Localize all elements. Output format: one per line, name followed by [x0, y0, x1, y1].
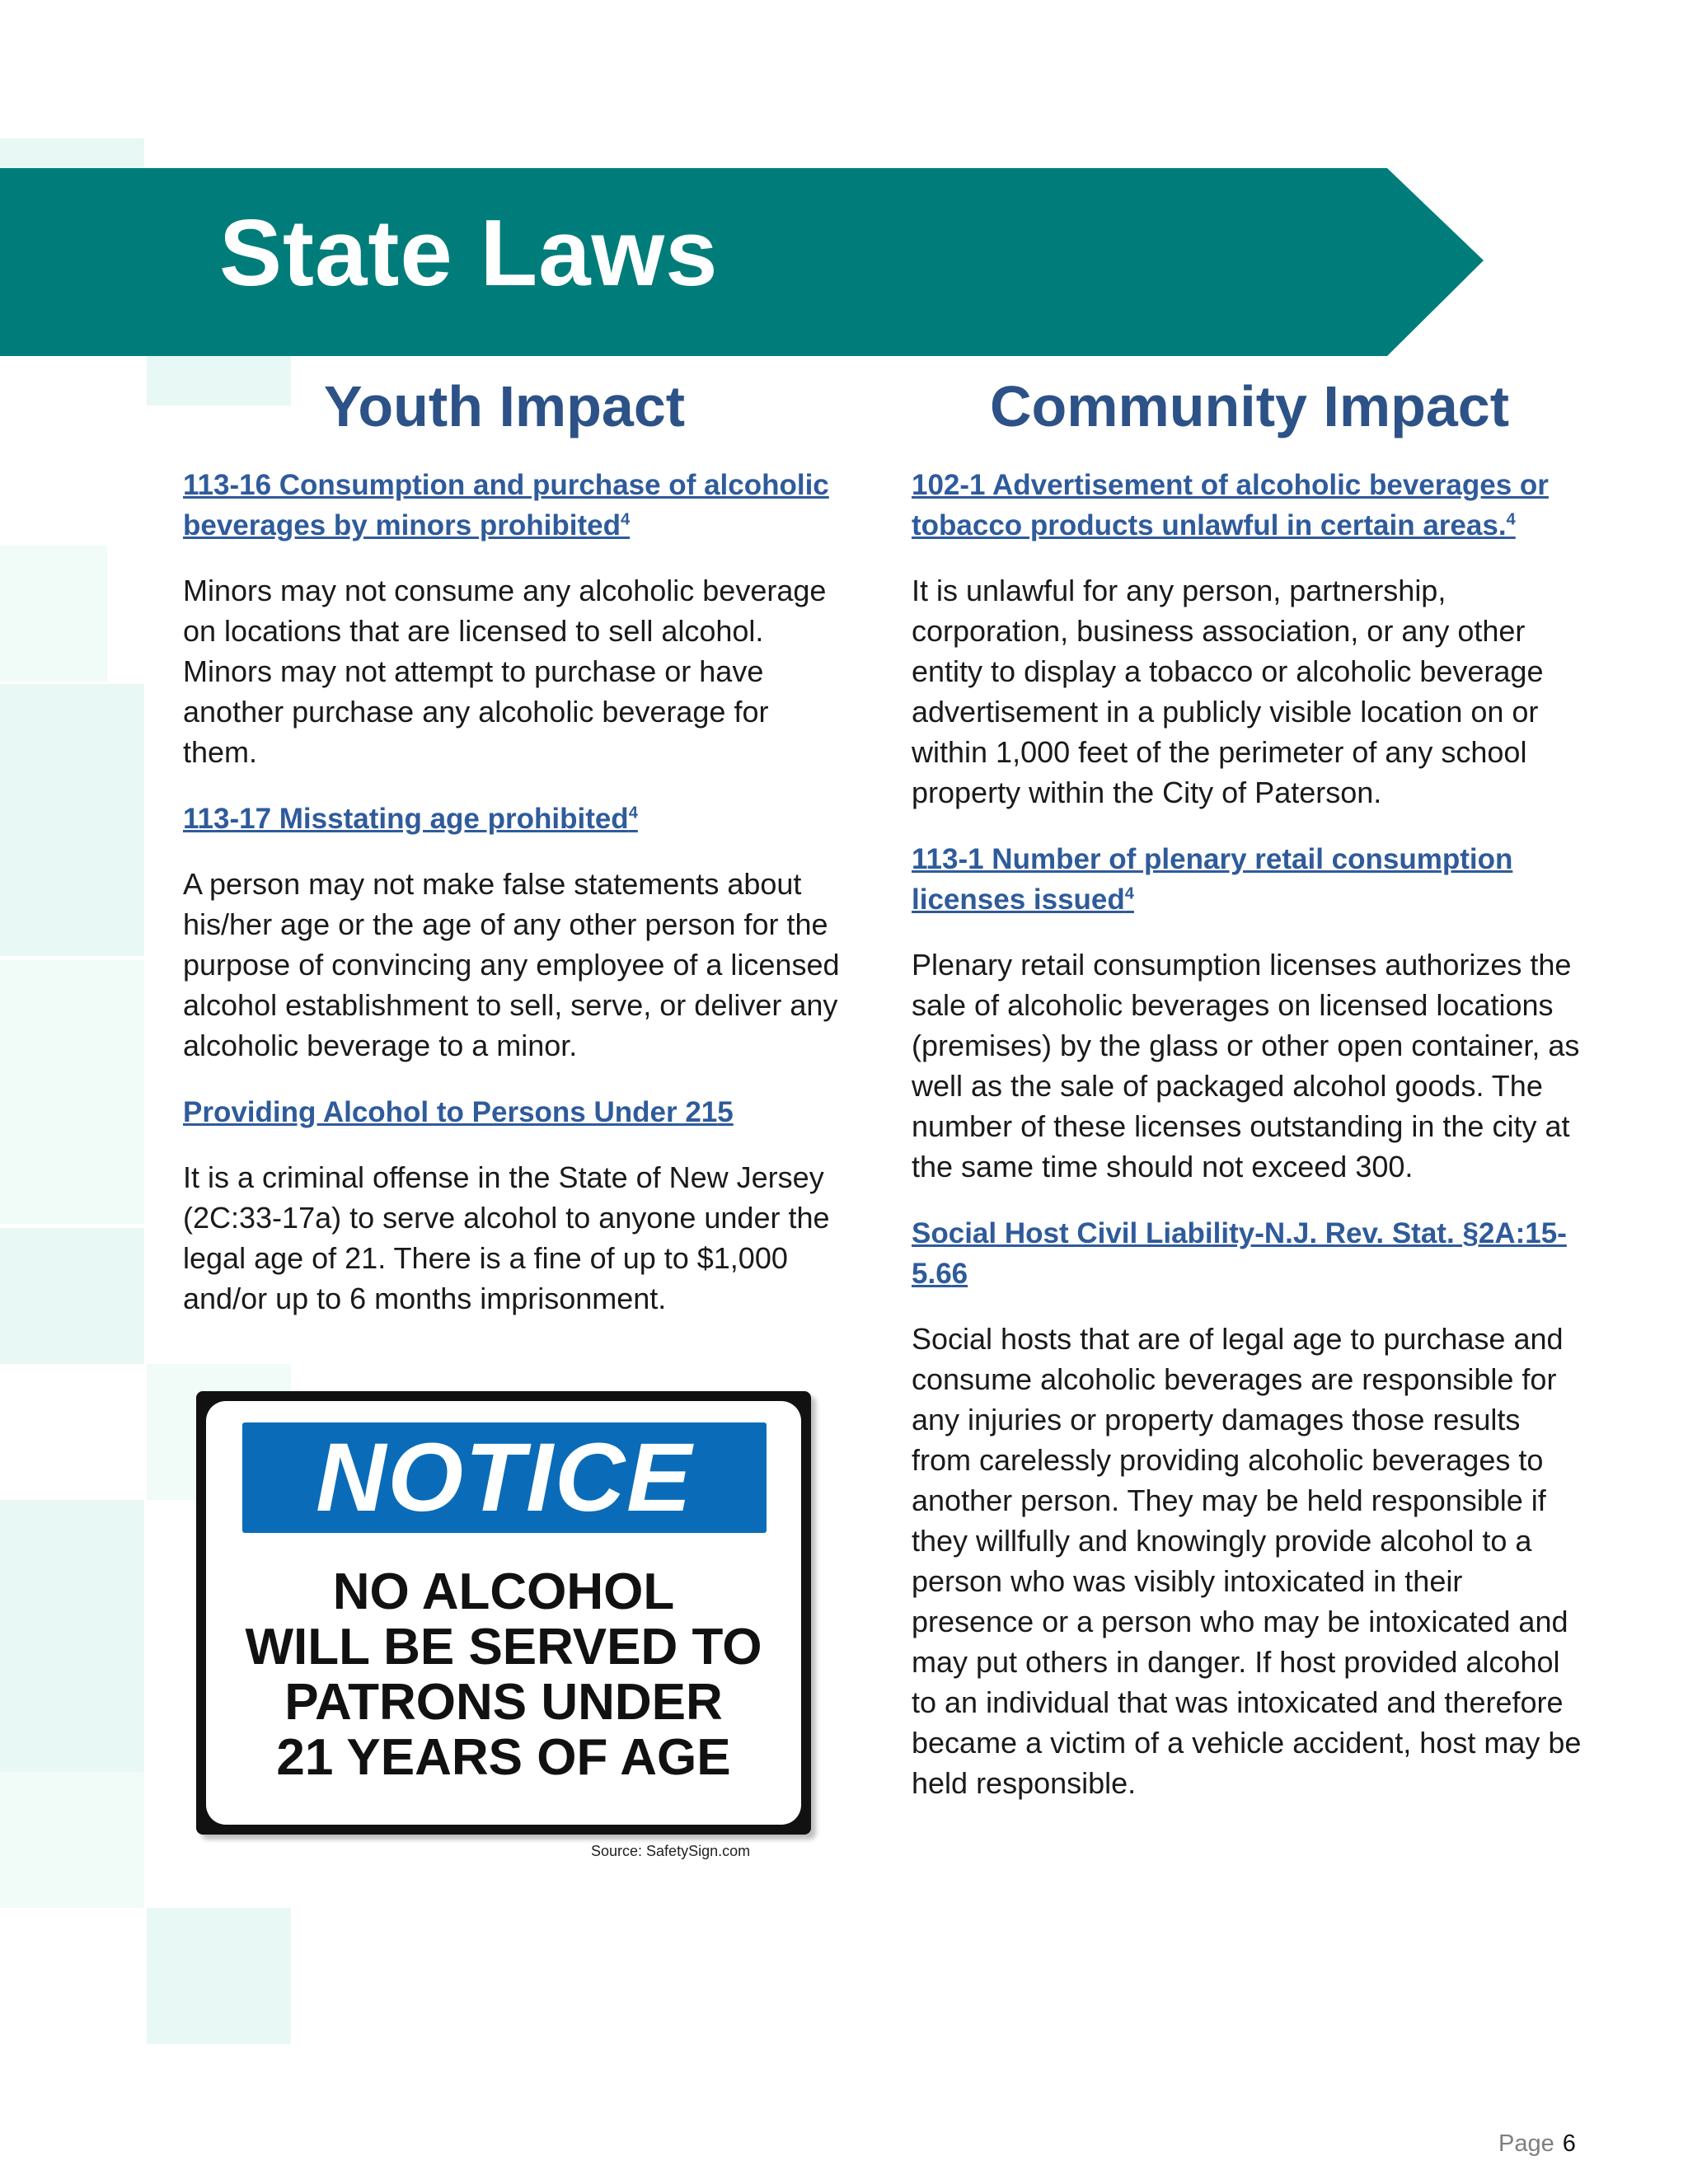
footnote-ref: 4 [1124, 884, 1134, 903]
notice-message [206, 1564, 801, 1785]
law-description: Social hosts that are of legal age to purchase and consume alcoholic beverages are responsible for any injuries or property damages those results from carelessly providing alcoholic beverages to another person. They may be held responsible if they willfully and knowingly provide alcohol to a person who was visibly intoxicated in their presence or a person who may be intoxicated and may put others in danger. If host provided alcohol to an individual that was intoxicated and therefore became a victim of a vehicle accident, host may be held responsible. [912, 1322, 1582, 1800]
notice-sign-face [206, 1401, 801, 1825]
law-description: It is unlawful for any person, partnership, corporation, business association, or any other entity to display a tobacco or alcoholic beverage advertisement in a publicly visible location on or within 1,000 feet of the perimeter of any school property within the City of Paterson. [912, 574, 1544, 809]
law-title-link[interactable] [183, 465, 842, 546]
law-title-link[interactable] [912, 1213, 1587, 1294]
law-description: It is a criminal offense in the State of New Jersey (2C:33-17a) to serve alcohol to anyone under the legal age of 21. There is a fine of up to $1,000 and/or up to 6 months imprisonment. [183, 1160, 830, 1315]
law-title-text: 102-1 Advertisement of alcoholic beverages or tobacco products unlawful in certain areas. [912, 469, 1549, 541]
community-laws [912, 465, 1587, 1830]
law-title-text: 113-16 Consumption and purchase of alcoholic beverages by minors prohibited [183, 469, 829, 541]
law-title-text: 113-1 Number of plenary retail consumption licenses issued [912, 843, 1513, 916]
page-title: State Laws [219, 201, 719, 306]
notice-header-band [242, 1422, 767, 1533]
image-source-caption: Source: SafetySign.com [591, 1843, 751, 1859]
decor-square [0, 546, 107, 682]
notice-line: NO ALCOHOL [332, 1563, 675, 1620]
law-title-link[interactable] [183, 799, 842, 839]
footnote-ref: 4 [620, 510, 631, 529]
law-title-text: Providing Alcohol to Persons Under 21 [183, 1096, 718, 1128]
footnote-ref: 6 [951, 1258, 968, 1290]
community-impact-heading: Community Impact [989, 374, 1510, 438]
notice-line: PATRONS UNDER [284, 1674, 723, 1731]
notice-header-text: NOTICE [316, 1423, 693, 1532]
decor-square [0, 1228, 144, 1364]
law-description: Minors may not consume any alcoholic beverage on locations that are licensed to sell alcohol. Minors may not attempt to purchase or have another purchase any alcoholic beverage for them. [183, 574, 827, 769]
law-title-text: Social Host Civil Liability-N.J. Rev. Stat. §2A:15-5.6 [912, 1217, 1567, 1290]
footnote-ref: 5 [717, 1096, 734, 1128]
youth-impact-heading: Youth Impact [323, 374, 686, 438]
decor-square [0, 684, 144, 956]
footnote-ref: 4 [1506, 510, 1516, 529]
page-number-value: 6 [1562, 2130, 1576, 2157]
notice-line: WILL BE SERVED TO [245, 1619, 762, 1675]
page-label: Page [1498, 2130, 1554, 2157]
law-description: A person may not make false statements about his/her age or the age of any other person for the purpose of convincing any employee of a licensed alcohol establishment to sell, serve, or deliver any alcoholic beverage to a minor. [183, 867, 840, 1062]
decor-square [0, 960, 144, 1224]
notice-sign-image [196, 1391, 811, 1835]
notice-line: 21 YEARS OF AGE [276, 1729, 731, 1786]
law-title-link[interactable] [912, 465, 1587, 546]
law-title-link[interactable] [183, 1092, 842, 1132]
youth-laws [183, 465, 842, 1345]
page-number [1498, 2130, 1576, 2158]
law-title-link[interactable] [912, 839, 1587, 920]
decor-square [0, 1500, 144, 1772]
footnote-ref: 4 [628, 804, 638, 823]
decor-square [0, 138, 144, 170]
decor-square [0, 1772, 144, 1908]
law-description: Plenary retail consumption licenses authorizes the sale of alcoholic beverages on licensed locations (premises) by the glass or other open container, as well as the sale of packaged alcohol goods. The number of these licenses outstanding in the city at the same time should not exceed 300. [912, 948, 1580, 1183]
law-title-text: 113-17 Misstating age prohibited [183, 803, 629, 835]
decor-square [147, 1908, 291, 2044]
